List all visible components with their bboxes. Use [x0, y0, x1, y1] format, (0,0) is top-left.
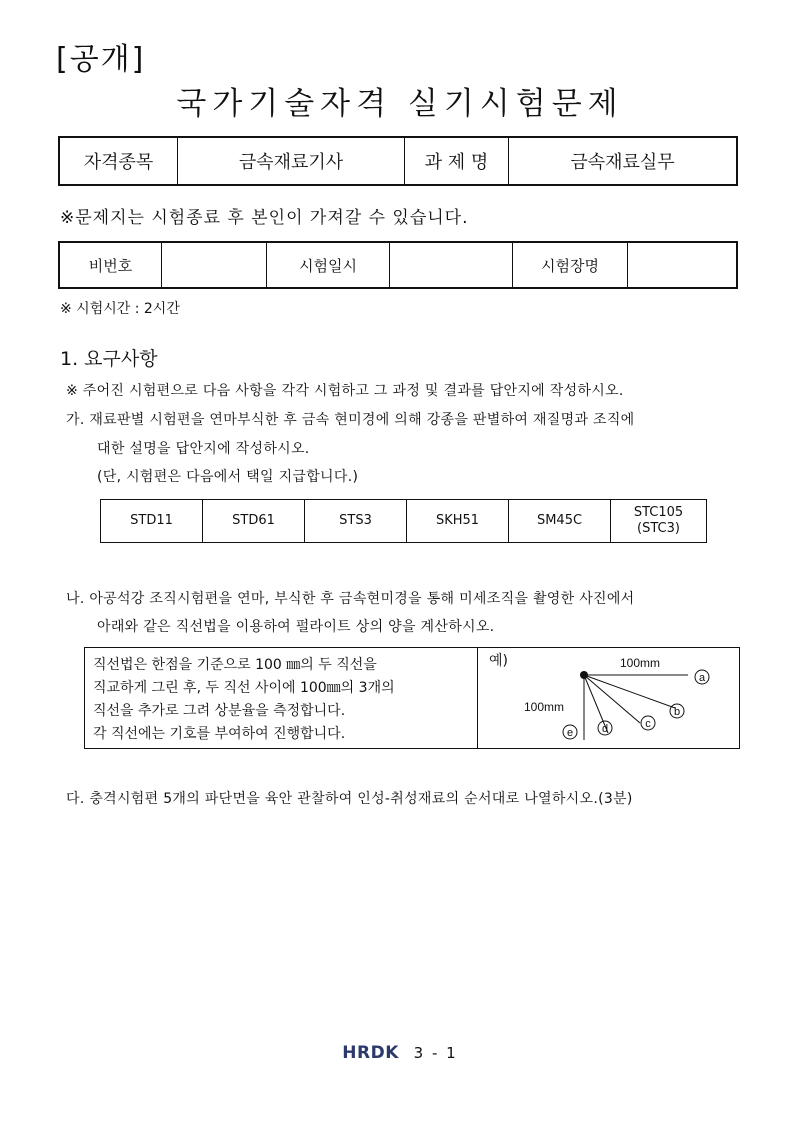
box-line: 각 직선에는 기호를 부여하여 진행합니다.: [93, 726, 346, 742]
steel-type-cell: SM45C: [509, 500, 611, 543]
item-da: 다. 충격시험편 5개의 파단면을 육안 관찰하여 인성-취성재료의 순서대로 나열하시오.(3분): [66, 791, 633, 807]
section-intro: ※ 주어진 시험편으로 다음 사항을 각각 시험하고 그 과정 및 결과를 답안지에 작성하시오.: [66, 383, 624, 399]
mark-e: e: [566, 727, 574, 739]
page-footer: [0, 1043, 800, 1063]
qualification-type-value: 금속재료기사: [178, 137, 405, 185]
steel-type-cell: STS3: [305, 500, 407, 543]
item-ga-line1: 가. 재료판별 시험편을 연마부식한 후 금속 현미경에 의해 강종을 판별하여 재질명과 조직에: [66, 412, 635, 428]
line-method-diagram: [478, 648, 738, 748]
exam-number-label: 비번호: [59, 242, 162, 288]
mark-b: b: [673, 706, 681, 718]
exam-place-label: 시험장명: [513, 242, 628, 288]
line-c: [584, 675, 640, 723]
item-ga-line2: 대한 설명을 답안지에 작성하시오.: [97, 441, 310, 457]
exam-date-label: 시험일시: [267, 242, 390, 288]
line-method-description: [93, 654, 395, 746]
example-label: 예): [489, 653, 508, 669]
steel-type-cell-stc105: [611, 500, 707, 543]
page-number: 3 - 1: [413, 1044, 458, 1062]
subject-label: 과 제 명: [405, 137, 509, 185]
exam-info-table: [58, 241, 738, 289]
page-title: 국가기술자격 실기시험문제: [176, 86, 624, 122]
exam-time: ※ 시험시간 : 2시간: [60, 301, 180, 317]
steel-type-table: [100, 499, 707, 543]
line-method-box: [84, 647, 740, 749]
box-line: 직선을 추가로 그려 상분율을 측정합니다.: [93, 703, 346, 719]
subject-value: 금속재료실무: [509, 137, 738, 185]
section-title: 1. 요구사항: [60, 348, 158, 370]
qualification-type-label: 자격종목: [59, 137, 178, 185]
item-ga-line3: (단, 시험편은 다음에서 택일 지급합니다.): [97, 469, 359, 485]
mark-c: c: [645, 718, 651, 730]
public-tag: [공개]: [56, 42, 146, 77]
hrdk-logo: HRDK: [342, 1043, 399, 1063]
steel-type-cell: STD61: [203, 500, 305, 543]
steel-type-name: STC105: [633, 505, 684, 520]
item-na-line2: 아래와 같은 직선법을 이용하여 펄라이트 상의 양을 계산하시오.: [97, 619, 495, 635]
qualification-table: [58, 136, 738, 186]
mark-a: a: [698, 672, 706, 684]
length-label-vertical: 100mm: [524, 700, 565, 714]
exam-date-value: [390, 242, 513, 288]
box-line: 직선법은 한점을 기준으로 100 ㎜의 두 직선을: [93, 657, 377, 673]
notice: ※문제지는 시험종료 후 본인이 가져갈 수 있습니다.: [60, 208, 469, 228]
item-na-line1: 나. 아공석강 조직시험편을 연마, 부식한 후 금속현미경을 통해 미세조직을 촬영한 사진에서: [66, 591, 635, 607]
line-b: [584, 675, 675, 708]
steel-type-cell: STD11: [101, 500, 203, 543]
origin-point: [580, 671, 588, 679]
length-label-horizontal: 100mm: [620, 656, 661, 670]
steel-type-alt-name: (STC3): [637, 521, 680, 536]
mark-d: d: [601, 723, 609, 735]
exam-place-value: [628, 242, 738, 288]
box-line: 직교하게 그린 후, 두 직선 사이에 100㎜의 3개의: [93, 680, 395, 696]
exam-number-value: [162, 242, 267, 288]
steel-type-cell: SKH51: [407, 500, 509, 543]
